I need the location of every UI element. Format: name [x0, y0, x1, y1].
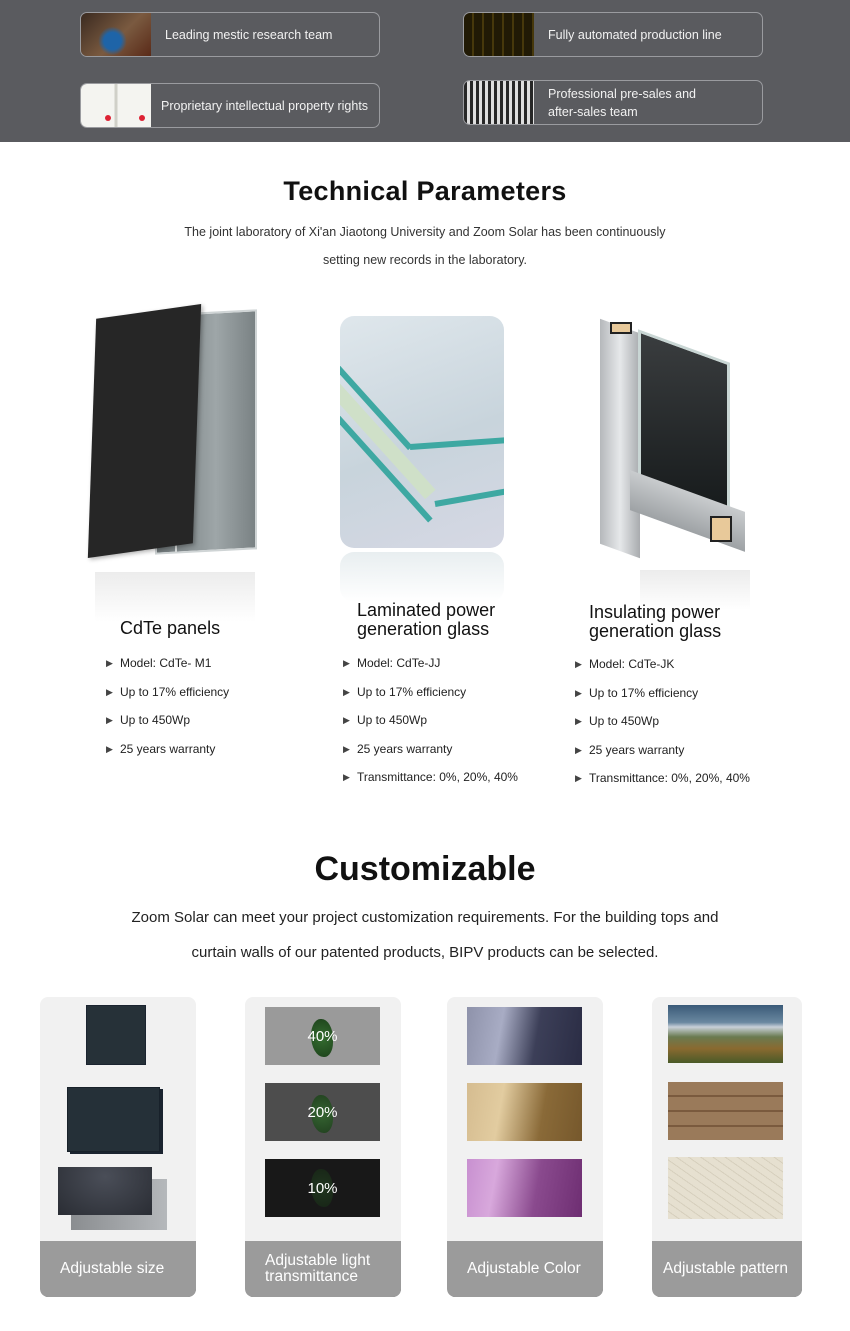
- spec-item: ▶ Model: CdTe-JJ: [343, 656, 441, 670]
- bullet-arrow-icon: ▶: [575, 744, 582, 755]
- bullet-arrow-icon: ▶: [575, 773, 582, 783]
- bullet-arrow-icon: ▶: [343, 686, 350, 697]
- feature-label: Fully automated production line: [548, 27, 722, 42]
- spec-item: ▶ Up to 450Wp: [343, 713, 428, 727]
- bullet-arrow-icon: ▶: [106, 658, 113, 668]
- product-name-laminated-glass: Laminated power generation glass: [357, 600, 496, 639]
- spec-item: ▶ Model: CdTe- M1: [106, 656, 212, 670]
- color-swatch-purple: [467, 1159, 582, 1217]
- feature-highlights-band: [0, 0, 850, 142]
- bullet-arrow-icon: ▶: [343, 658, 350, 668]
- small-panel-swatch: [86, 1005, 146, 1065]
- team-group-photo: [464, 81, 534, 124]
- transmittance-20-swatch: 20%: [265, 1083, 380, 1141]
- feature-label: Professional pre-sales and after-sales team: [548, 86, 696, 119]
- custom-card-color: [447, 997, 603, 1297]
- feature-card-research: [80, 12, 380, 57]
- spec-list-insulating-glass: [575, 656, 750, 799]
- customizable-title: Customizable: [314, 850, 536, 888]
- spec-item: ▶ 25 years warranty: [575, 742, 685, 757]
- color-swatch-gold: [467, 1083, 582, 1141]
- custom-card-label: Adjustable pattern: [652, 1241, 802, 1297]
- bullet-arrow-icon: ▶: [106, 715, 113, 725]
- insulating-glass-frame-image: [600, 316, 750, 561]
- spec-list-cdte-panels: [106, 655, 229, 769]
- production-line-photo: [464, 13, 534, 56]
- spec-item: ▶ Up to 17% efficiency: [575, 685, 699, 700]
- technical-parameters-title: Technical Parameters: [283, 176, 567, 206]
- laminated-glass-image: [340, 316, 504, 548]
- customizable-subtitle: Zoom Solar can meet your project customization requirements. For the building tops and curtain walls of our patented products, BIPV products can be selected.: [131, 909, 719, 961]
- spec-item: ▶ Model: CdTe-JK: [575, 657, 675, 671]
- pattern-swatch-marble: [668, 1157, 783, 1219]
- spec-item: ▶ Transmittance: 0%, 20%, 40%: [575, 771, 750, 785]
- color-swatch-navy: [467, 1007, 582, 1065]
- feature-label: Proprietary intellectual property rights: [161, 98, 369, 113]
- feature-label: Leading mestic research team: [165, 27, 333, 42]
- spec-list-laminated-glass: [343, 655, 518, 798]
- spec-item: ▶ Up to 17% efficiency: [106, 684, 230, 699]
- product-name-insulating-glass: Insulating power generation glass: [589, 602, 722, 641]
- bullet-arrow-icon: ▶: [343, 743, 350, 754]
- bullet-arrow-icon: ▶: [343, 772, 350, 782]
- custom-card-label: Adjustable size: [40, 1241, 196, 1297]
- research-team-photo: [81, 13, 151, 56]
- feature-card-production: [463, 12, 763, 57]
- custom-card-label: Adjustable light transmittance: [245, 1241, 401, 1297]
- pattern-swatch-wood: [668, 1082, 783, 1140]
- spec-item: ▶ 25 years warranty: [343, 741, 453, 756]
- custom-card-transmittance: [245, 997, 401, 1297]
- bullet-arrow-icon: ▶: [575, 716, 582, 726]
- bullet-arrow-icon: ▶: [575, 687, 582, 698]
- transmittance-10-swatch: 10%: [265, 1159, 380, 1217]
- large-panel-swatch: [58, 1167, 152, 1215]
- medium-panel-swatch: [67, 1087, 160, 1152]
- pattern-swatch-mountain: [668, 1005, 783, 1063]
- spec-item: ▶ Up to 17% efficiency: [343, 684, 467, 699]
- bullet-arrow-icon: ▶: [575, 659, 582, 669]
- custom-card-size: [40, 997, 196, 1297]
- bullet-arrow-icon: ▶: [106, 686, 113, 697]
- feature-card-team: [463, 80, 763, 125]
- technical-parameters-subtitle: The joint laboratory of Xi'an Jiaotong University and Zoom Solar has been continuously setting new records in the laboratory.: [184, 225, 666, 267]
- custom-card-pattern: [652, 997, 802, 1297]
- custom-card-label: Adjustable Color: [447, 1241, 603, 1297]
- transmittance-40-swatch: 40%: [265, 1007, 380, 1065]
- certificates-photo: [81, 84, 151, 127]
- feature-card-ip: [80, 83, 380, 128]
- spec-item: ▶ 25 years warranty: [106, 741, 216, 756]
- spec-item: ▶ Up to 450Wp: [575, 714, 660, 728]
- spec-item: ▶ Up to 450Wp: [106, 713, 191, 727]
- product-name-cdte-panels: CdTe panels: [120, 618, 221, 638]
- spec-item: ▶ Transmittance: 0%, 20%, 40%: [343, 770, 518, 784]
- bullet-arrow-icon: ▶: [343, 715, 350, 725]
- bullet-arrow-icon: ▶: [106, 743, 113, 754]
